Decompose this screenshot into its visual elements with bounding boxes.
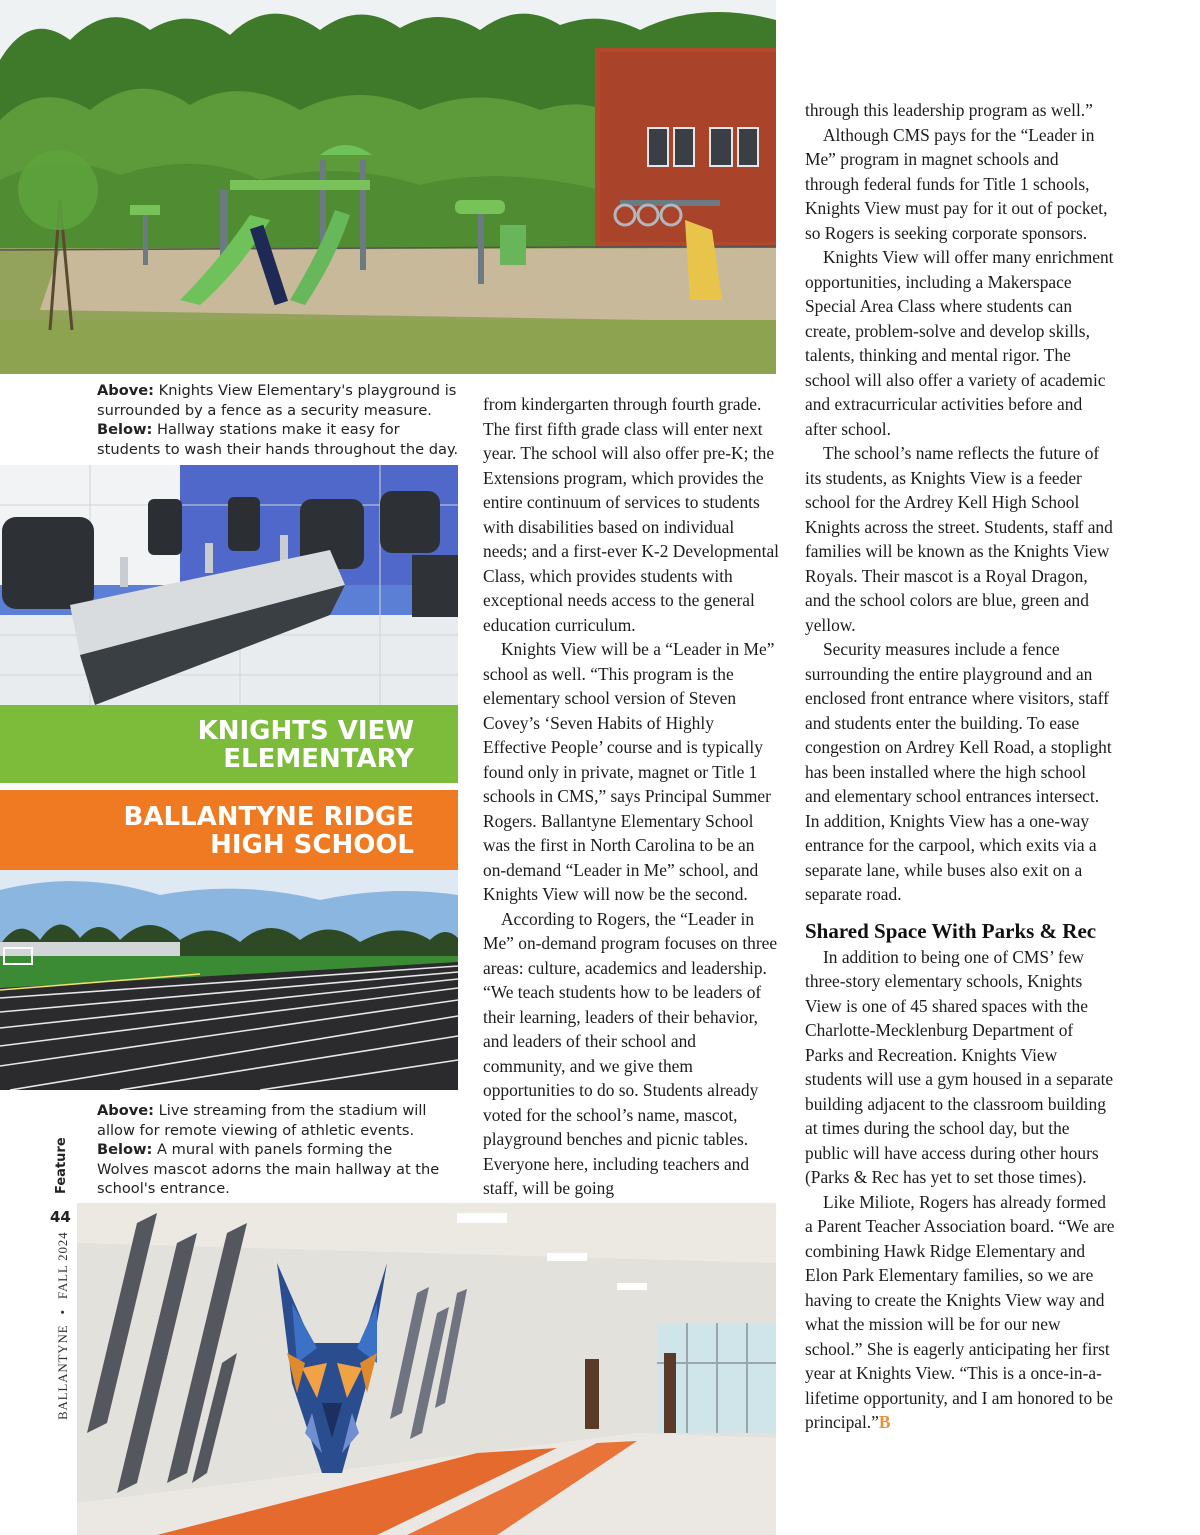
magazine-name: BALLANTYNE [55, 1324, 70, 1420]
ballantyne-line2: HIGH SCHOOL [210, 830, 414, 860]
ballantyne-ridge-banner [0, 790, 458, 870]
end-mark-logo: B [878, 1412, 891, 1432]
caption-above-label: Above: [97, 1102, 155, 1119]
magazine-issue-label [55, 1232, 71, 1420]
folio-separator: • [55, 1309, 70, 1315]
body-paragraph: The school’s name reflects the future of its students, as Knights View is a feeder school for the Ardrey Kell High School Knights across the street. Students, staff and families will be known as the Knights View Royals. Their mascot is a Royal Dragon, and the school colors are blue, green and yellow. [805, 443, 1113, 635]
knights-view-line2: ELEMENTARY [223, 744, 414, 774]
caption-playground-handwash [97, 381, 459, 459]
section-heading: Shared Space With Parks & Rec [805, 918, 1097, 943]
right-text-column [805, 98, 1115, 1435]
caption-below-text: A mural with panels forming the Wolves mascot adorns the main hallway at the school's entrance. [97, 1141, 440, 1198]
caption-below-label: Below: [97, 421, 153, 439]
caption-stadium-mural [97, 1101, 442, 1199]
caption-above-label: Above: [97, 382, 155, 399]
knights-view-banner [0, 705, 458, 783]
caption-above-text: Live streaming from the stadium will allow for remote viewing of athletic events. [97, 1102, 427, 1139]
middle-text-column [483, 392, 780, 1201]
knights-view-line1: KNIGHTS VIEW [197, 716, 414, 746]
section-label-text: Feature [54, 1137, 69, 1194]
caption-above-text: Knights View Elementary's playground is surrounded by a fence as a security measure. [97, 382, 457, 419]
body-paragraph: Security measures include a fence surrounding the entire playground and an enclosed front entrance where visitors, staff and students enter the building. To ease congestion on Ardrey Kell Road, a stoplight has been installed where the high school and elementary school entrances intersect. In addition, Knights View has a one-way entrance for the carpool, which exits via a separate lane, while buses also exit on a separate road. [805, 639, 1112, 904]
stadium-track-photo [0, 870, 458, 1090]
handwash-station-photo [0, 465, 458, 705]
body-paragraph: Although CMS pays for the “Leader in Me” program in magnet schools and through federal funds for Title 1 schools, Knights View must pay for it out of pocket, so Rogers is seeking corporate sponsors. [805, 124, 1108, 243]
playground-photo [0, 0, 776, 374]
section-label [54, 1137, 69, 1194]
caption-below-text: Hallway stations make it easy for students to wash their hands throughout the day. [97, 421, 459, 458]
body-paragraph: from kindergarten through fourth grade. The first fifth grade class will enter next year. The school will also offer pre-K; the Extensions program, which provides the entire continuum of services to students with disabilities based on individual needs; and a first-ever K-2 Developmental Class, which provides students with exceptional needs access to the general education curriculum. [483, 394, 780, 635]
body-paragraph: Knights View will offer many enrichment opportunities, including a Makerspace Special Area Class where students can create, problem-solve and develop skills, talents, thinking and mental rigor. The school will also offer a variety of academic and extracurricular activities before and after school. [805, 247, 1114, 439]
body-paragraph: According to Rogers, the “Leader in Me” on-demand program focuses on three areas: culture, academics and leadership. “We teach students how to be leaders of their learning, leaders of their behavior, and leaders of their school and community, and we give them opportunities to do so. Students already voted for the school’s name, mascot, playground benches and picnic tables. Everyone here, including teachers and staff, will be going [483, 908, 778, 1198]
issue-date: FALL 2024 [55, 1231, 70, 1300]
body-paragraph: In addition to being one of CMS’ few three-story elementary schools, Knights View is one of 45 shared spaces with the Charlotte-Mecklenburg Department of Parks and Recreation. Knights View students will use a gym housed in a separate building adjacent to the classroom building at times during the school day, but the public will have access during other hours (Parks & Rec has yet to set those times). [805, 946, 1114, 1187]
body-paragraph: through this leadership program as well.” [805, 100, 1093, 120]
caption-below-label: Below: [97, 1141, 153, 1159]
body-paragraph [805, 1190, 1115, 1435]
closing-paragraph-text: Like Miliote, Rogers has already formed a Parent Teacher Association board. “We are combining Hawk Ridge Elementary and Elon Park Elementary families, so we are having to create the Knights View way and what the mission will be for our new school.” She is eagerly anticipating her first year at Knights View. “This is a once-in-a-lifetime opportunity, and I am honored to be principal.” [805, 1191, 1115, 1432]
wolf-mural-hallway-photo [77, 1203, 776, 1535]
body-paragraph: Knights View will be a “Leader in Me” school as well. “This program is the elementary school version of Steven Covey’s ‘Seven Habits of Highly Effective People’ course and is typically found only in private, magnet or Title 1 schools in CMS,” says Principal Summer Rogers. Ballantyne Elementary School was the first in North Carolina to be an on-demand “Leader in Me” school, and Knights View will now be the second. [483, 639, 775, 904]
page-number: 44 [50, 1208, 71, 1226]
ballantyne-line1: BALLANTYNE RIDGE [123, 802, 414, 832]
